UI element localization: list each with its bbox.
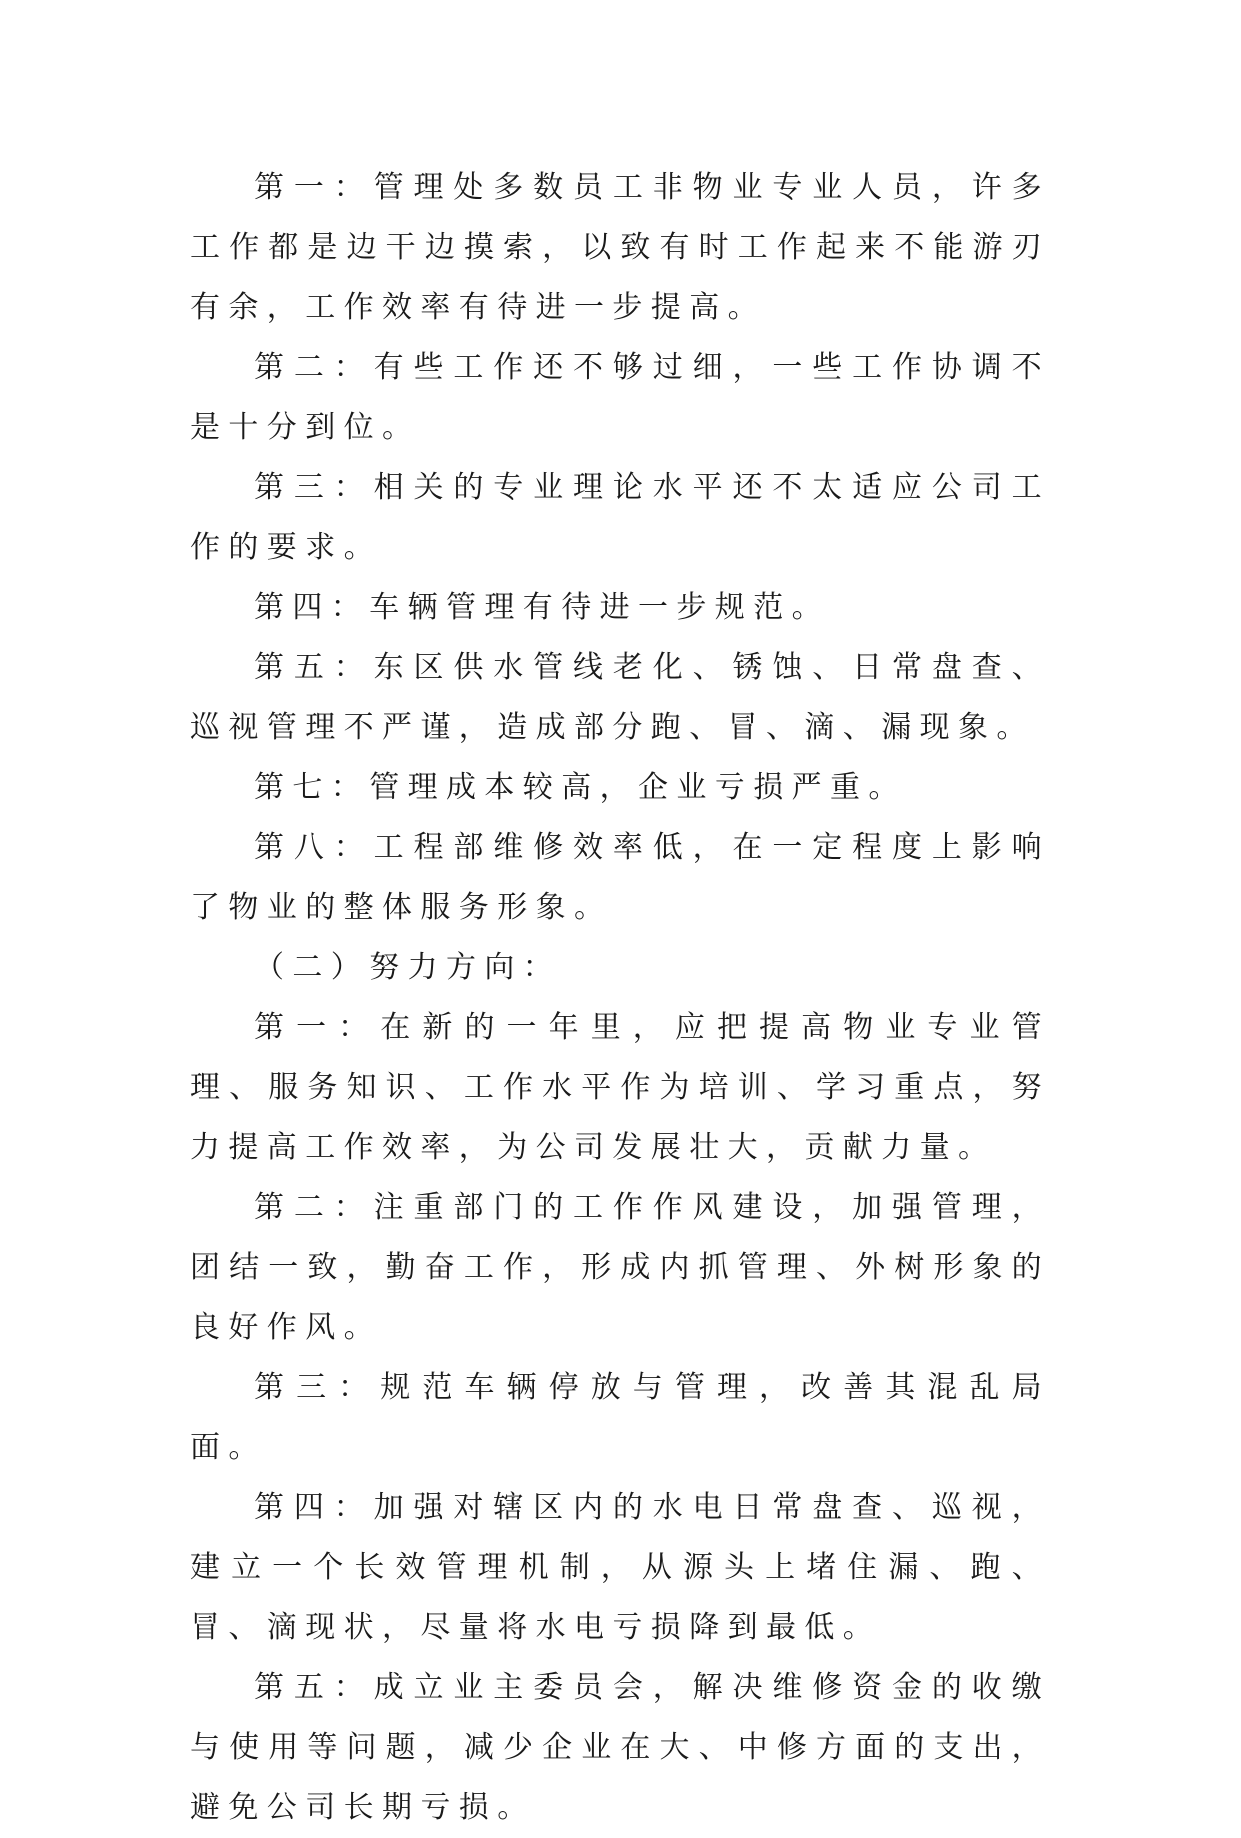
paragraph-shortcoming-7: 第七：管理成本较高，企业亏损严重。 — [254, 770, 907, 805]
paragraph-shortcoming-3: 第三：相关的专业理论水平还不太适应公司工作的要求。 — [190, 470, 1050, 565]
paragraph-shortcoming-4: 第四：车辆管理有待进一步规范。 — [254, 590, 830, 625]
paragraph-direction-4: 第四：加强对辖区内的水电日常盘查、巡视，建立一个长效管理机制，从源头上堵住漏、跑、冒、滴现状，尽量将水电亏损降到最低。 — [190, 1490, 1050, 1645]
paragraph-direction-3: 第三：规范车辆停放与管理，改善其混乱局面。 — [190, 1370, 1050, 1465]
paragraph-shortcoming-1: 第一：管理处多数员工非物业专业人员，许多工作都是边干边摸索，以致有时工作起来不能游刃有余，工作效率有待进一步提高。 — [190, 170, 1050, 325]
paragraph-direction-5: 第五：成立业主委员会，解决维修资金的收缴与使用等问题，减少企业在大、中修方面的支出，避免公司长期亏损。 — [190, 1670, 1050, 1825]
document-body — [190, 158, 1050, 1838]
paragraph-direction-2: 第二：注重部门的工作作风建设，加强管理，团结一致，勤奋工作，形成内抓管理、外树形象的良好作风。 — [190, 1190, 1050, 1345]
paragraph-shortcoming-8: 第八：工程部维修效率低，在一定程度上影响了物业的整体服务形象。 — [190, 830, 1050, 925]
paragraph-shortcoming-2: 第二：有些工作还不够过细，一些工作协调不是十分到位。 — [190, 350, 1050, 445]
section-heading-direction: （二）努力方向： — [254, 950, 562, 985]
paragraph-shortcoming-5: 第五：东区供水管线老化、锈蚀、日常盘查、巡视管理不严谨，造成部分跑、冒、滴、漏现象。 — [190, 650, 1050, 745]
paragraph-direction-1: 第一：在新的一年里，应把提高物业专业管理、服务知识、工作水平作为培训、学习重点，努力提高工作效率，为公司发展壮大，贡献力量。 — [190, 1010, 1050, 1165]
